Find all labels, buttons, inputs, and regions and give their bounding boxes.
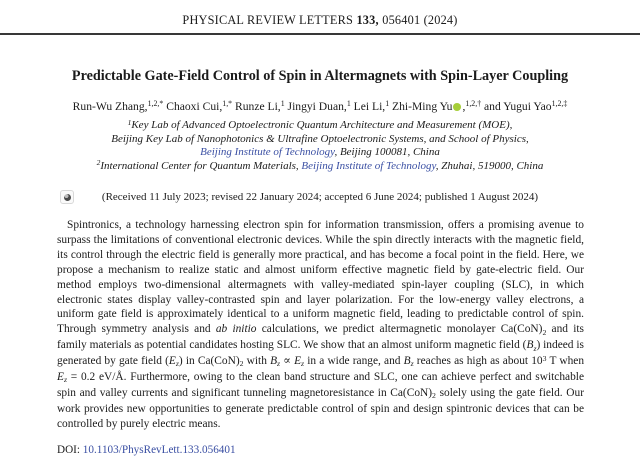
text-run: E: [294, 355, 302, 368]
inline-link[interactable]: Beijing Institute of Technology: [200, 146, 335, 158]
text-run: z: [410, 359, 414, 369]
text-run: Runze Li,: [232, 100, 281, 113]
text-run: E: [57, 371, 64, 384]
text-run: 2: [542, 327, 547, 337]
journal-header: [0, 0, 640, 28]
text-run: z: [63, 375, 67, 385]
text-run: 1: [385, 99, 390, 109]
text-run: = 0.2 eV/Å. Furthermore, owing to the clean band structure and SLC, one can achieve perfect and switchable spin and valley currents and significant tunneling magnetoresistance in Ca(CoN): [57, 371, 584, 399]
text-run: Lei Li,: [350, 100, 386, 113]
text-run: T when: [546, 355, 585, 368]
text-run: z: [175, 359, 179, 369]
text-run: B: [403, 355, 411, 368]
paper-title: Predictable Gate-Field Control of Spin in Altermagnets with Spin-Layer Coupling: [71, 68, 569, 84]
text-run: ) indeed is generated by gate field (: [57, 339, 584, 368]
affiliation-line-2: [0, 133, 640, 147]
text-run: ) in Ca(CoN): [178, 355, 240, 368]
doi-label: DOI:: [57, 443, 83, 456]
text-run: Spintronics, a technology harnessing electron spin for information transmission, offers a promising avenue to surpass the limitations of conventional electronic devices. While the spin directly interacts with the magnetic field, its control through the electric field is generally more practical, and has become a focal point in the field. Here, we propose a mechanism to realize static and almost uniform effective magnetic field by gate-electric field. Our method employs two-dimensional altermagnets with valley-mediated spin-layer coupling (SLC), in which electronic states display valley-contrasted spin and layer polarization. For the low-energy valley electrons, a uniform gate field is approximately identical to a uniform magnetic field, leading to predictable control of spin. Through symmetry analysis and: [57, 219, 584, 336]
text-run: calculations, we predict altermagnetic monolayer Ca(CoN): [256, 323, 543, 336]
text-run: and Yugui Yao: [481, 100, 552, 113]
received-line: [0, 190, 640, 204]
doi-link[interactable]: 10.1103/PhysRevLett.133.056401: [82, 443, 236, 456]
crossmark-dot: [64, 194, 71, 201]
journal-issue: 056401 (2024): [382, 13, 458, 27]
text-run: 2: [96, 158, 101, 168]
text-run: 1: [280, 99, 285, 109]
inline-link[interactable]: Beijing Institute of Technology: [301, 159, 436, 172]
text-run: Run-Wu Zhang,: [72, 100, 148, 113]
text-run: ab initio: [215, 323, 257, 336]
header-rule: [0, 33, 640, 35]
text-run: B: [526, 339, 534, 352]
text-run: and its family materials as potential candidates hosting SLC. We show that an almost uniform magnetic field (: [57, 323, 584, 352]
received-text: (Received 11 July 2023; revised 22 January 2024; accepted 6 June 2024; published 1 August 2024): [101, 191, 539, 203]
text-run: z: [533, 343, 537, 353]
text-run: , Beijing 100081, China: [334, 146, 440, 158]
text-run: Zhi-Ming Yu: [389, 100, 453, 113]
journal-volume: 133,: [356, 13, 379, 27]
text-run: in a wide range, and: [304, 355, 404, 368]
text-run: z: [277, 359, 281, 369]
text-run: 1,2,†: [465, 99, 482, 109]
text-run: 2: [239, 359, 244, 369]
text-run: z: [301, 359, 305, 369]
doi-line: [57, 444, 640, 456]
text-run: 1: [127, 117, 132, 127]
text-run: B: [270, 355, 278, 368]
journal-name: PHYSICAL REVIEW LETTERS: [182, 13, 354, 27]
abstract-paragraph: [57, 218, 584, 432]
text-run: with: [243, 355, 271, 368]
text-run: 1,2,‡: [551, 99, 568, 109]
text-run: Chaoxi Cui,: [163, 100, 223, 113]
affiliations-block: [0, 119, 640, 173]
text-run: E: [168, 355, 176, 368]
affiliation-line-4: [0, 160, 640, 174]
text-run: Jingyi Duan,: [284, 100, 347, 113]
text-run: 3: [542, 353, 547, 363]
affiliation-line-3: [0, 146, 640, 160]
orcid-icon[interactable]: [453, 103, 461, 111]
text-run: International Center for Quantum Materials,: [100, 159, 302, 172]
text-run: reaches as high as about 10: [413, 355, 543, 368]
text-run: 1,*: [222, 99, 233, 109]
text-run: , Zhuhai, 519000, China: [435, 159, 544, 172]
text-run: ,: [462, 100, 466, 113]
text-run: solely using the gate field. Our work provides new opportunities to generate predictable control of spin and design spintronic devices that can be controlled by purely electric means.: [57, 386, 584, 430]
text-run: 1,2,*: [147, 99, 164, 109]
crossmark-icon[interactable]: [60, 190, 74, 204]
affiliation-line-1: [0, 119, 640, 133]
text-run: Key Lab of Advanced Optoelectronic Quantum Architecture and Measurement (MOE),: [131, 119, 513, 131]
text-run: ∝: [280, 355, 295, 368]
text-run: Beijing Key Lab of Nanophotonics & Ultrafine Optoelectronic Systems, and School of Physics,: [111, 132, 529, 145]
text-run: 1: [346, 99, 351, 109]
text-run: 2: [432, 391, 436, 401]
authors-line: [0, 100, 640, 115]
